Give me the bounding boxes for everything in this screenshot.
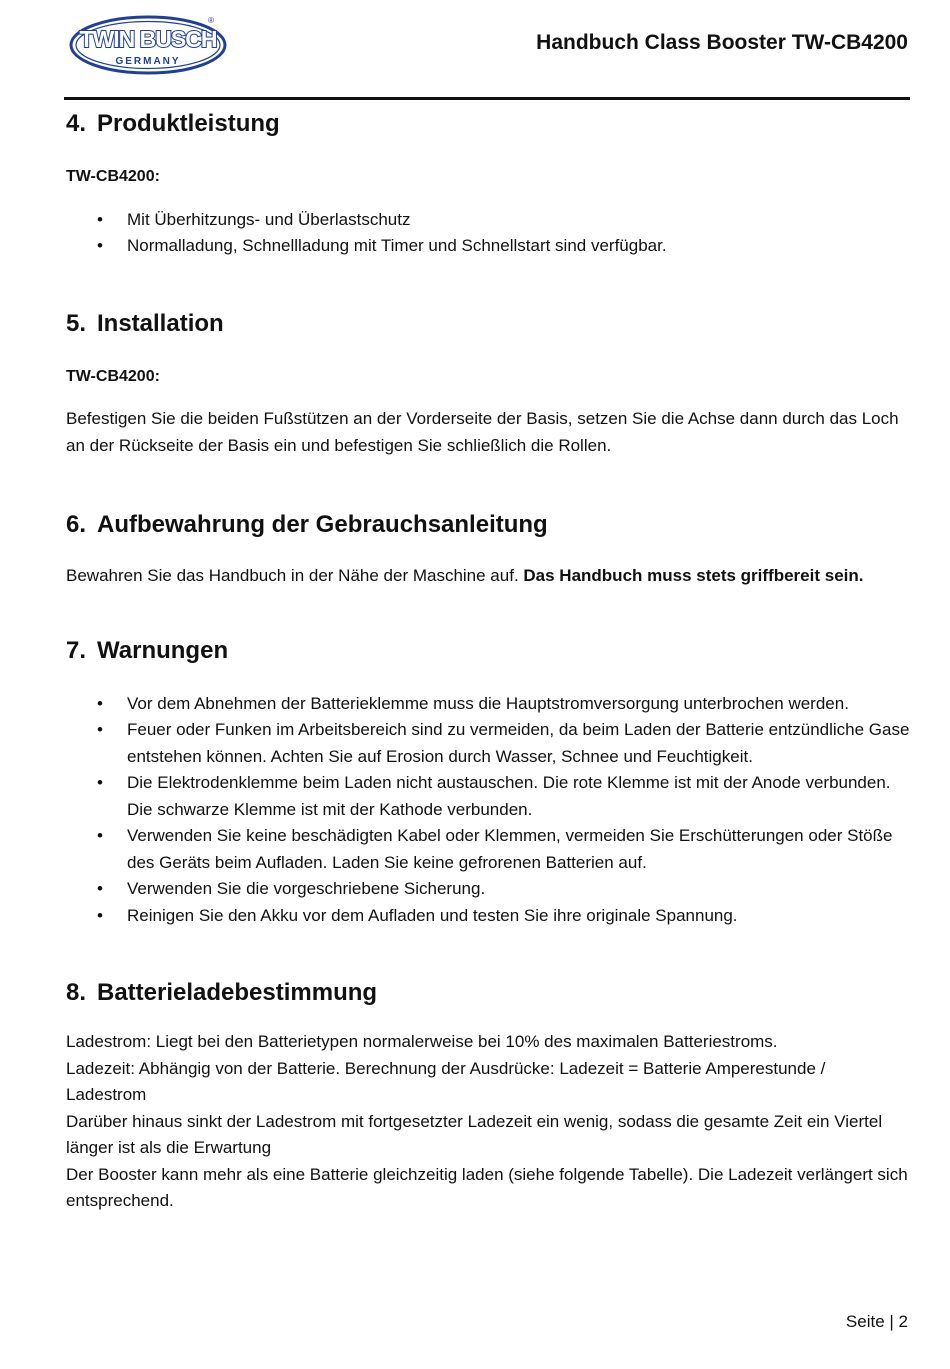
multi-battery-line: Der Booster kann mehr als eine Batterie gleichzeitig laden (siehe folgende Tabelle). Die Ladezeit verlängert sich entsprechend. bbox=[66, 1164, 908, 1210]
list-item: • Vor dem Abnehmen der Batterieklemme muss die Hauptstromversorgung unterbrochen werden. bbox=[66, 691, 910, 718]
list-item: • Mit Überhitzungs- und Überlastschutz bbox=[66, 207, 910, 234]
installation-text: Befestigen Sie die beiden Fußstützen an der Vorderseite der Basis, setzen Sie die Achse dann durch das Loch an der Rückseite der Basis ein und befestigen Sie schließlich die Rollen. bbox=[66, 409, 899, 455]
section-6-heading bbox=[66, 511, 910, 539]
section-8-heading bbox=[66, 979, 910, 1007]
charging-text-block bbox=[66, 1029, 910, 1215]
section-number: 7. bbox=[66, 636, 87, 664]
section-title: Produktleistung bbox=[97, 110, 280, 137]
storage-text-bold: Das Handbuch muss stets griffbereit sein. bbox=[523, 566, 864, 585]
list-item: • Die Elektrodenklemme beim Laden nicht austauschen. Die rote Klemme ist mit der Anode verbunden. Die schwarze Klemme ist mit der Kathode verbunden. bbox=[66, 770, 910, 823]
section-title: Warnungen bbox=[97, 636, 229, 664]
list-item: • Feuer oder Funken im Arbeitsbereich sind zu vermeiden, da beim Laden der Batterie entzündliche Gase entstehen können. Achten Sie auf Erosion durch Wasser, Schnee und Feuchtigkeit. bbox=[66, 717, 910, 770]
page-number: Seite | 2 bbox=[845, 1312, 908, 1331]
storage-text bbox=[66, 563, 910, 590]
section-number: 6. bbox=[66, 511, 87, 538]
list-item: • Verwenden Sie die vorgeschriebene Sicherung. bbox=[66, 876, 910, 903]
section-number: 4. bbox=[66, 110, 87, 137]
section-title: Aufbewahrung der Gebrauchsanleitung bbox=[97, 511, 548, 538]
logo-registered-mark: ® bbox=[208, 16, 214, 25]
list-item: • Reinigen Sie den Akku vor dem Aufladen und testen Sie ihre originale Spannung. bbox=[66, 903, 910, 930]
document-title: Handbuch Class Booster TW-CB4200 bbox=[536, 31, 908, 54]
charging-current-line: Ladestrom: Liegt bei den Batterietypen normalerweise bei 10% des maximalen Batteriestroms. bbox=[66, 1032, 778, 1051]
page-content bbox=[66, 100, 910, 1215]
section-5-heading bbox=[66, 310, 910, 338]
model-label: TW-CB4200: bbox=[66, 367, 160, 385]
section-4-heading bbox=[66, 110, 910, 138]
section-number: 8. bbox=[66, 979, 87, 1006]
section-number: 5. bbox=[66, 309, 87, 337]
storage-text-regular: Bewahren Sie das Handbuch in der Nähe der Maschine auf. bbox=[66, 566, 524, 585]
twin-busch-logo bbox=[68, 14, 228, 76]
section-title: Installation bbox=[97, 309, 224, 337]
section-title: Batterieladebestimmung bbox=[97, 979, 378, 1006]
section-7-heading bbox=[66, 637, 910, 665]
warnings-list bbox=[66, 691, 910, 930]
list-item: • Normalladung, Schnellladung mit Timer und Schnellstart sind verfügbar. bbox=[66, 233, 910, 260]
logo-main-text: TWIN BUSCH bbox=[79, 26, 217, 52]
charging-time-line: Ladezeit: Abhängig von der Batterie. Berechnung der Ausdrücke: Ladezeit = Batterie Amperestunde / Ladestrom bbox=[66, 1058, 826, 1104]
section-4-list bbox=[66, 207, 910, 260]
list-item: • Verwenden Sie keine beschädigten Kabel oder Klemmen, vermeiden Sie Erschütterungen oder Stöße des Geräts beim Aufladen. Laden Sie keine gefrorenen Batterien auf. bbox=[66, 823, 910, 876]
logo-sub-text: GERMANY bbox=[115, 56, 181, 67]
model-label: TW-CB4200: bbox=[66, 168, 160, 185]
charging-decline-line: Darüber hinaus sinkt der Ladestrom mit fortgesetzter Ladezeit ein wenig, sodass die gesamte Zeit ein Viertel länger ist als die Erwartung bbox=[66, 1111, 883, 1157]
